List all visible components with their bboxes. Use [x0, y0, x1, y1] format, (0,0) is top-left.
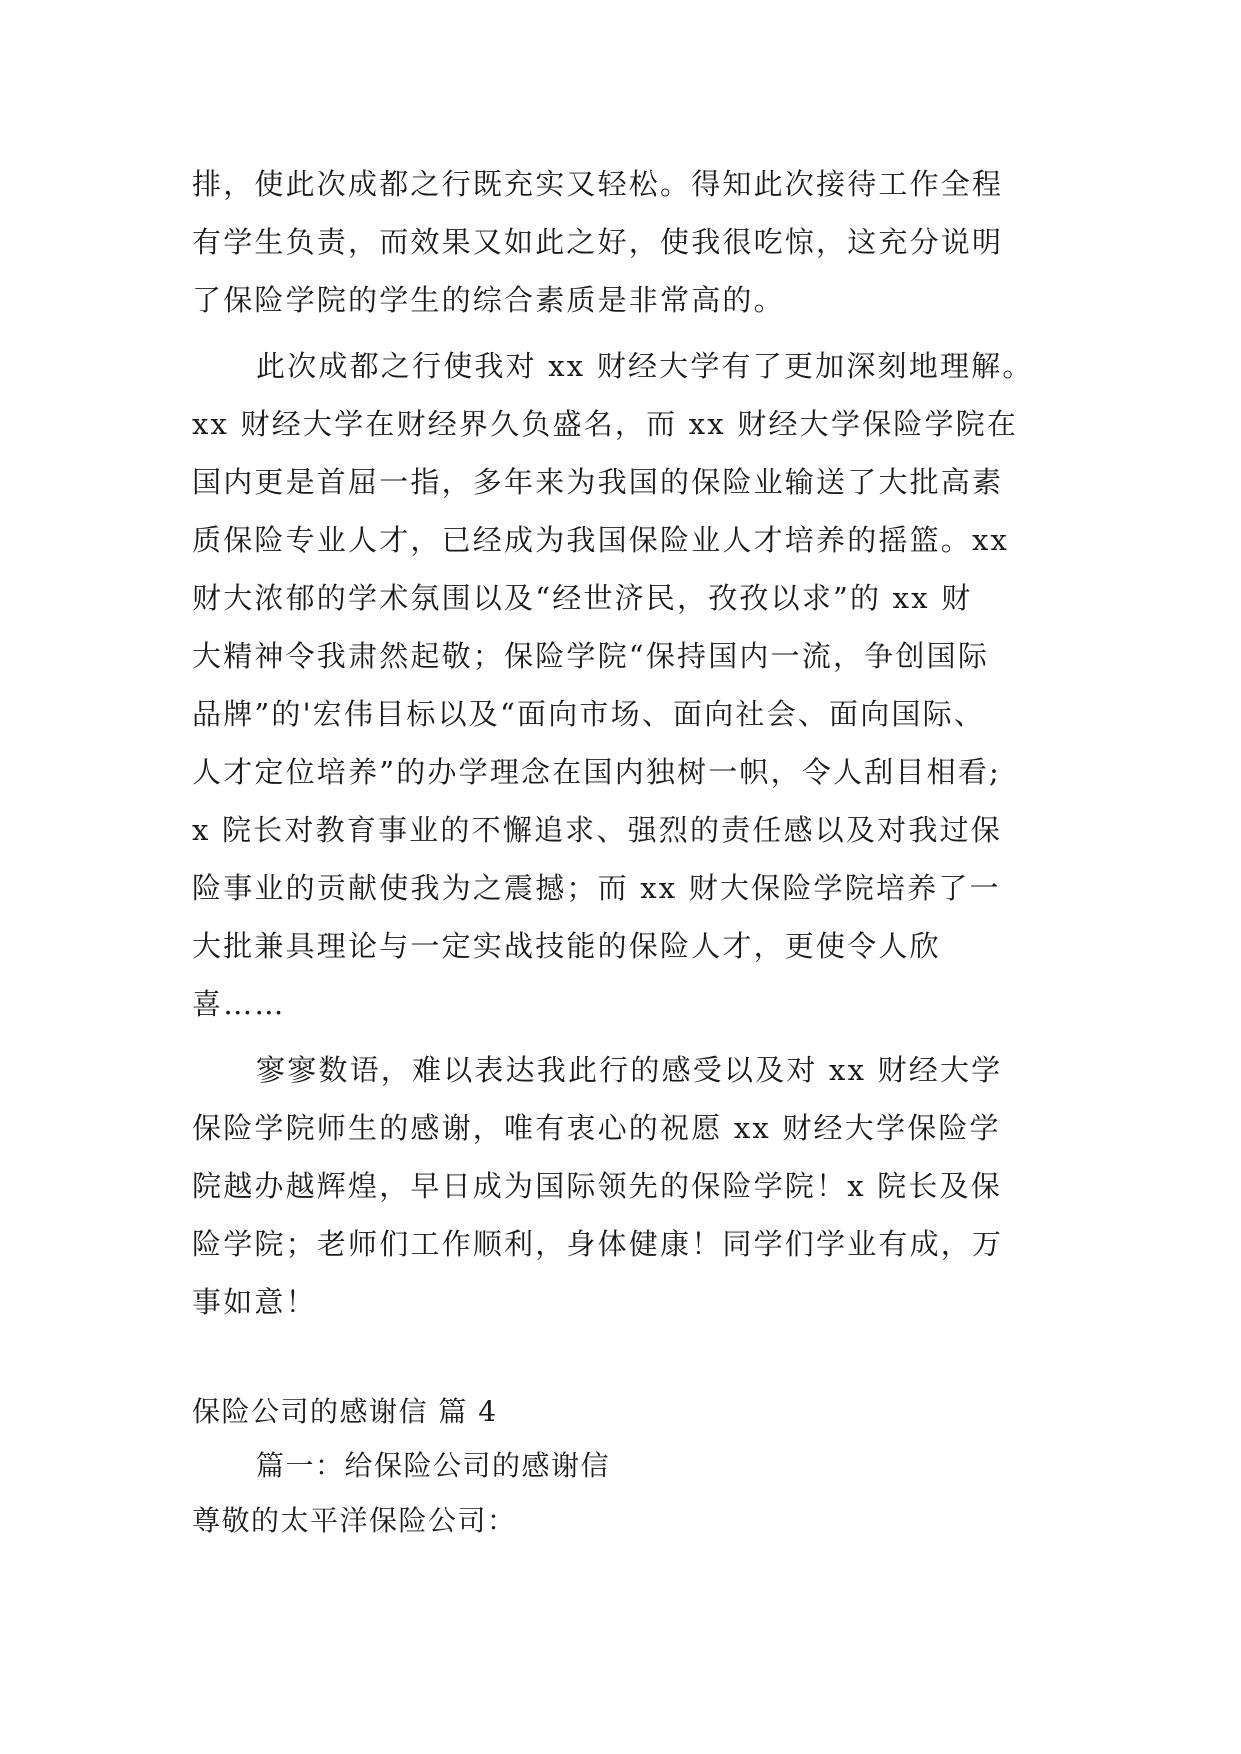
text-line: 大批兼具理论与一定实战技能的保险人才，更使令人欣	[192, 929, 941, 963]
text-line: 保险学院师生的感谢，唯有衷心的祝愿 xx 财经大学保险学	[192, 1111, 1001, 1145]
document-page	[192, 155, 1062, 1547]
text-line: 险学院；老师们工作顺利，身体健康！同学们学业有成，万	[192, 1227, 1004, 1261]
text-line: 院越办越辉煌，早日成为国际领先的保险学院！x 院长及保	[192, 1169, 1002, 1203]
text-line: 有学生负责，而效果又如此之好，使我很吃惊，这充分说明	[192, 225, 1004, 259]
text-line: 大精神令我肃然起敬；保险学院“保持国内一流，争创国际	[192, 639, 990, 673]
text-line: 国内更是首屈一指，多年来为我国的保险业输送了大批高素	[192, 465, 1004, 499]
text-line: x 院长对教育事业的不懈追求、强烈的责任感以及对我过保	[192, 813, 1002, 847]
section-title: 保险公司的感谢信 篇 4	[192, 1395, 498, 1428]
text-line: xx 财经大学在财经界久负盛名，而 xx 财经大学保险学院在	[192, 407, 1019, 441]
text-line: 寥寥数语，难以表达我此行的感受以及对 xx 财经大学	[256, 1053, 1003, 1087]
text-line: 品牌”的'宏伟目标以及“面向市场、面向社会、面向国际、	[192, 697, 986, 731]
text-line: 险事业的贡献使我为之震撼；而 xx 财大保险学院培养了一	[192, 871, 1001, 905]
text-line: 了保险学院的学生的综合素质是非常高的。	[192, 283, 785, 317]
subsection-title: 篇一：给保险公司的感谢信	[256, 1449, 611, 1482]
text-line: 此次成都之行使我对 xx 财经大学有了更加深刻地理解。	[256, 349, 1034, 383]
paragraph-3	[192, 1041, 1062, 1331]
text-line: 喜……	[192, 987, 286, 1021]
salutation: 尊敬的太平洋保险公司：	[192, 1504, 517, 1537]
text-line: 财大浓郁的学术氛围以及“经世济民，孜孜以求”的 xx 财	[192, 581, 973, 615]
text-line: 质保险专业人才，已经成为我国保险业人才培养的摇篮。xx	[192, 523, 1010, 557]
text-line: 事如意！	[192, 1285, 317, 1319]
text-line: 人才定位培养”的办学理念在国内独树一帜，令人刮目相看;	[192, 755, 1001, 789]
paragraph-1	[192, 155, 1062, 329]
paragraph-2	[192, 337, 1062, 1033]
text-line: 排，使此次成都之行既充实又轻松。得知此次接待工作全程	[192, 167, 1004, 201]
